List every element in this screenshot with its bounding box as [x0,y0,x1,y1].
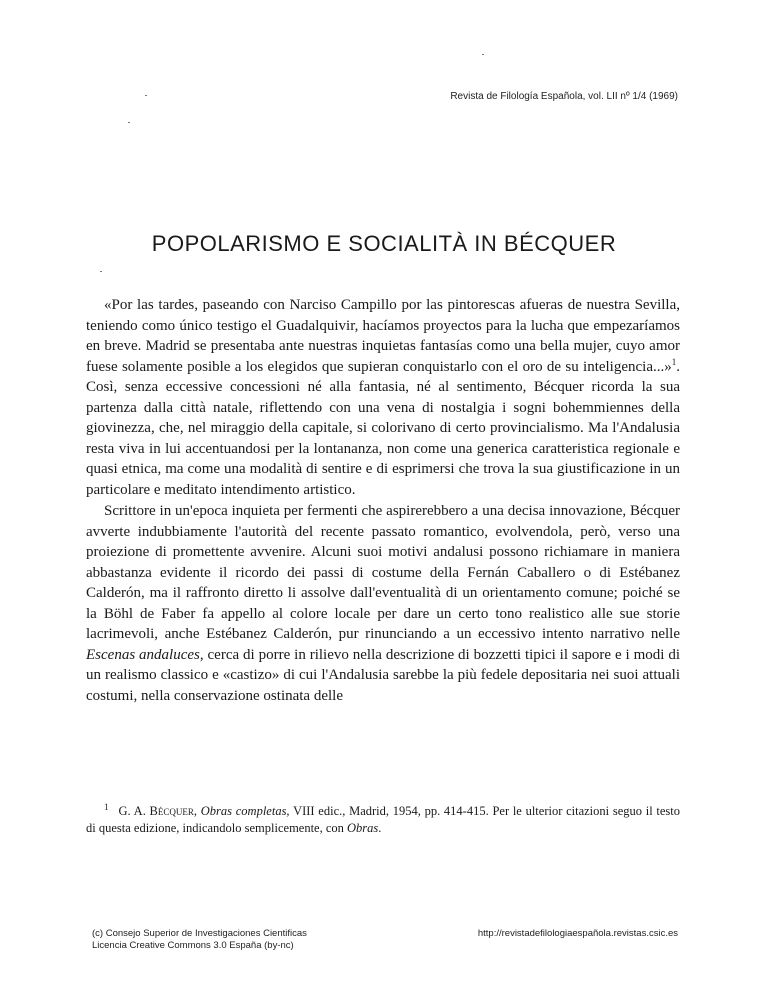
footnote-work: Obras completas, [200,804,290,818]
footnote-author: G. A. Bécquer, [118,804,198,818]
scan-speck [100,271,102,272]
scan-speck [128,122,130,123]
article-body [86,295,680,706]
journal-url[interactable]: http://revistadefilologiaespañola.revistas.csic.es [477,928,678,939]
license-line-2[interactable]: Licencia Creative Commons 3.0 España (by-nc) [92,940,294,951]
article-title: POPOLARISMO E SOCIALITÀ IN BÉCQUER [151,231,617,256]
scan-speck [145,95,147,96]
footnote-number: 1 [104,801,109,812]
work-title-escenas: Escenas andaluces [86,646,200,663]
footnote-ref[interactable]: 1 [671,356,677,367]
footnote-abbr: Obras [347,820,379,835]
footnote-end: . [378,820,382,835]
license-line-1: (c) Consejo Superior de Investigaciones Cientificas [92,928,307,939]
paragraph-2-text-b: , cerca di porre in rilievo nella descrizione di bozzetti tipici il sapore e i modi di un realismo classico e «castizo» di cui l'Andalusia sarebbe la più fedele depositaria nei suoi attuali costumi, nella conservazione ostinata delle [86,646,680,704]
footnote-details: VIII edic., Madrid, 1954, pp. 414-415. Per le ulterior citazioni seguo il testo di questa edizione, indicandolo semplicemente, con [86,804,681,835]
paragraph-1-continuation: . Così, senza eccessive concessioni né alla fantasia, né al sentimento, Bécquer ricorda la sua partenza dalla città natale, riflettendo con una vena di nostalgia i sogni bohemmiennes della giovinezza, che, nel miraggio della capitale, si colorivano di certo provincialismo. Ma l'Andalusia resta viva in lui accentuandosi per la lontananza, non come una generica caratteristica regionale e quasi etnica, ma come una modalità di sentire e di esprimersi che trova la sua giustificazione in un particolare e meditato intendimento artistico. [86,358,680,498]
paragraph-1 [86,295,680,500]
paragraph-2 [86,501,680,706]
scan-speck [482,54,484,55]
journal-citation: Revista de Filología Española, vol. LII nº 1/4 (1969) [450,91,678,102]
quote-text: «Por las tardes, paseando con Narciso Campillo por las pintorescas afueras de nuestra Sevilla, teniendo como único testigo el Guadalquivir, hacíamos proyectos para la lucha que empezaríamos en breve. Madrid se presentaba ante nuestras inquietas fantasías como una bella mujer, cuyo amor fuese solamente posible a los elegidos que supieran conquistarlo con el oro de su inteligencia...» [86,297,680,375]
footnote [86,803,680,836]
license-notice [92,928,307,952]
paragraph-2-text-a: Scrittore in un'epoca inquieta per fermenti che aspirerebbero a una decisa innovazione, Bécquer avverte indubbiamente l'autorità del recente passato romantico, evolvendola, però, verso una proiezione di promettente avvenire. Alcuni suoi motivi andalusi possono richiamare in maniera abbastanza evidente il ricordo dei passi di costume della Fernán Caballero o di Estébanez Calderón, ma il raffronto diretto li assolve dall'eventualità di un orientamento comune; poiché se la Böhl de Faber fa appello al colore locale per dare un certo tono realistico alle sue storie lacrimevoli, anche Estébanez Calderón, pur rinunciando a un eccessivo intento narrativo nelle [86,503,680,642]
